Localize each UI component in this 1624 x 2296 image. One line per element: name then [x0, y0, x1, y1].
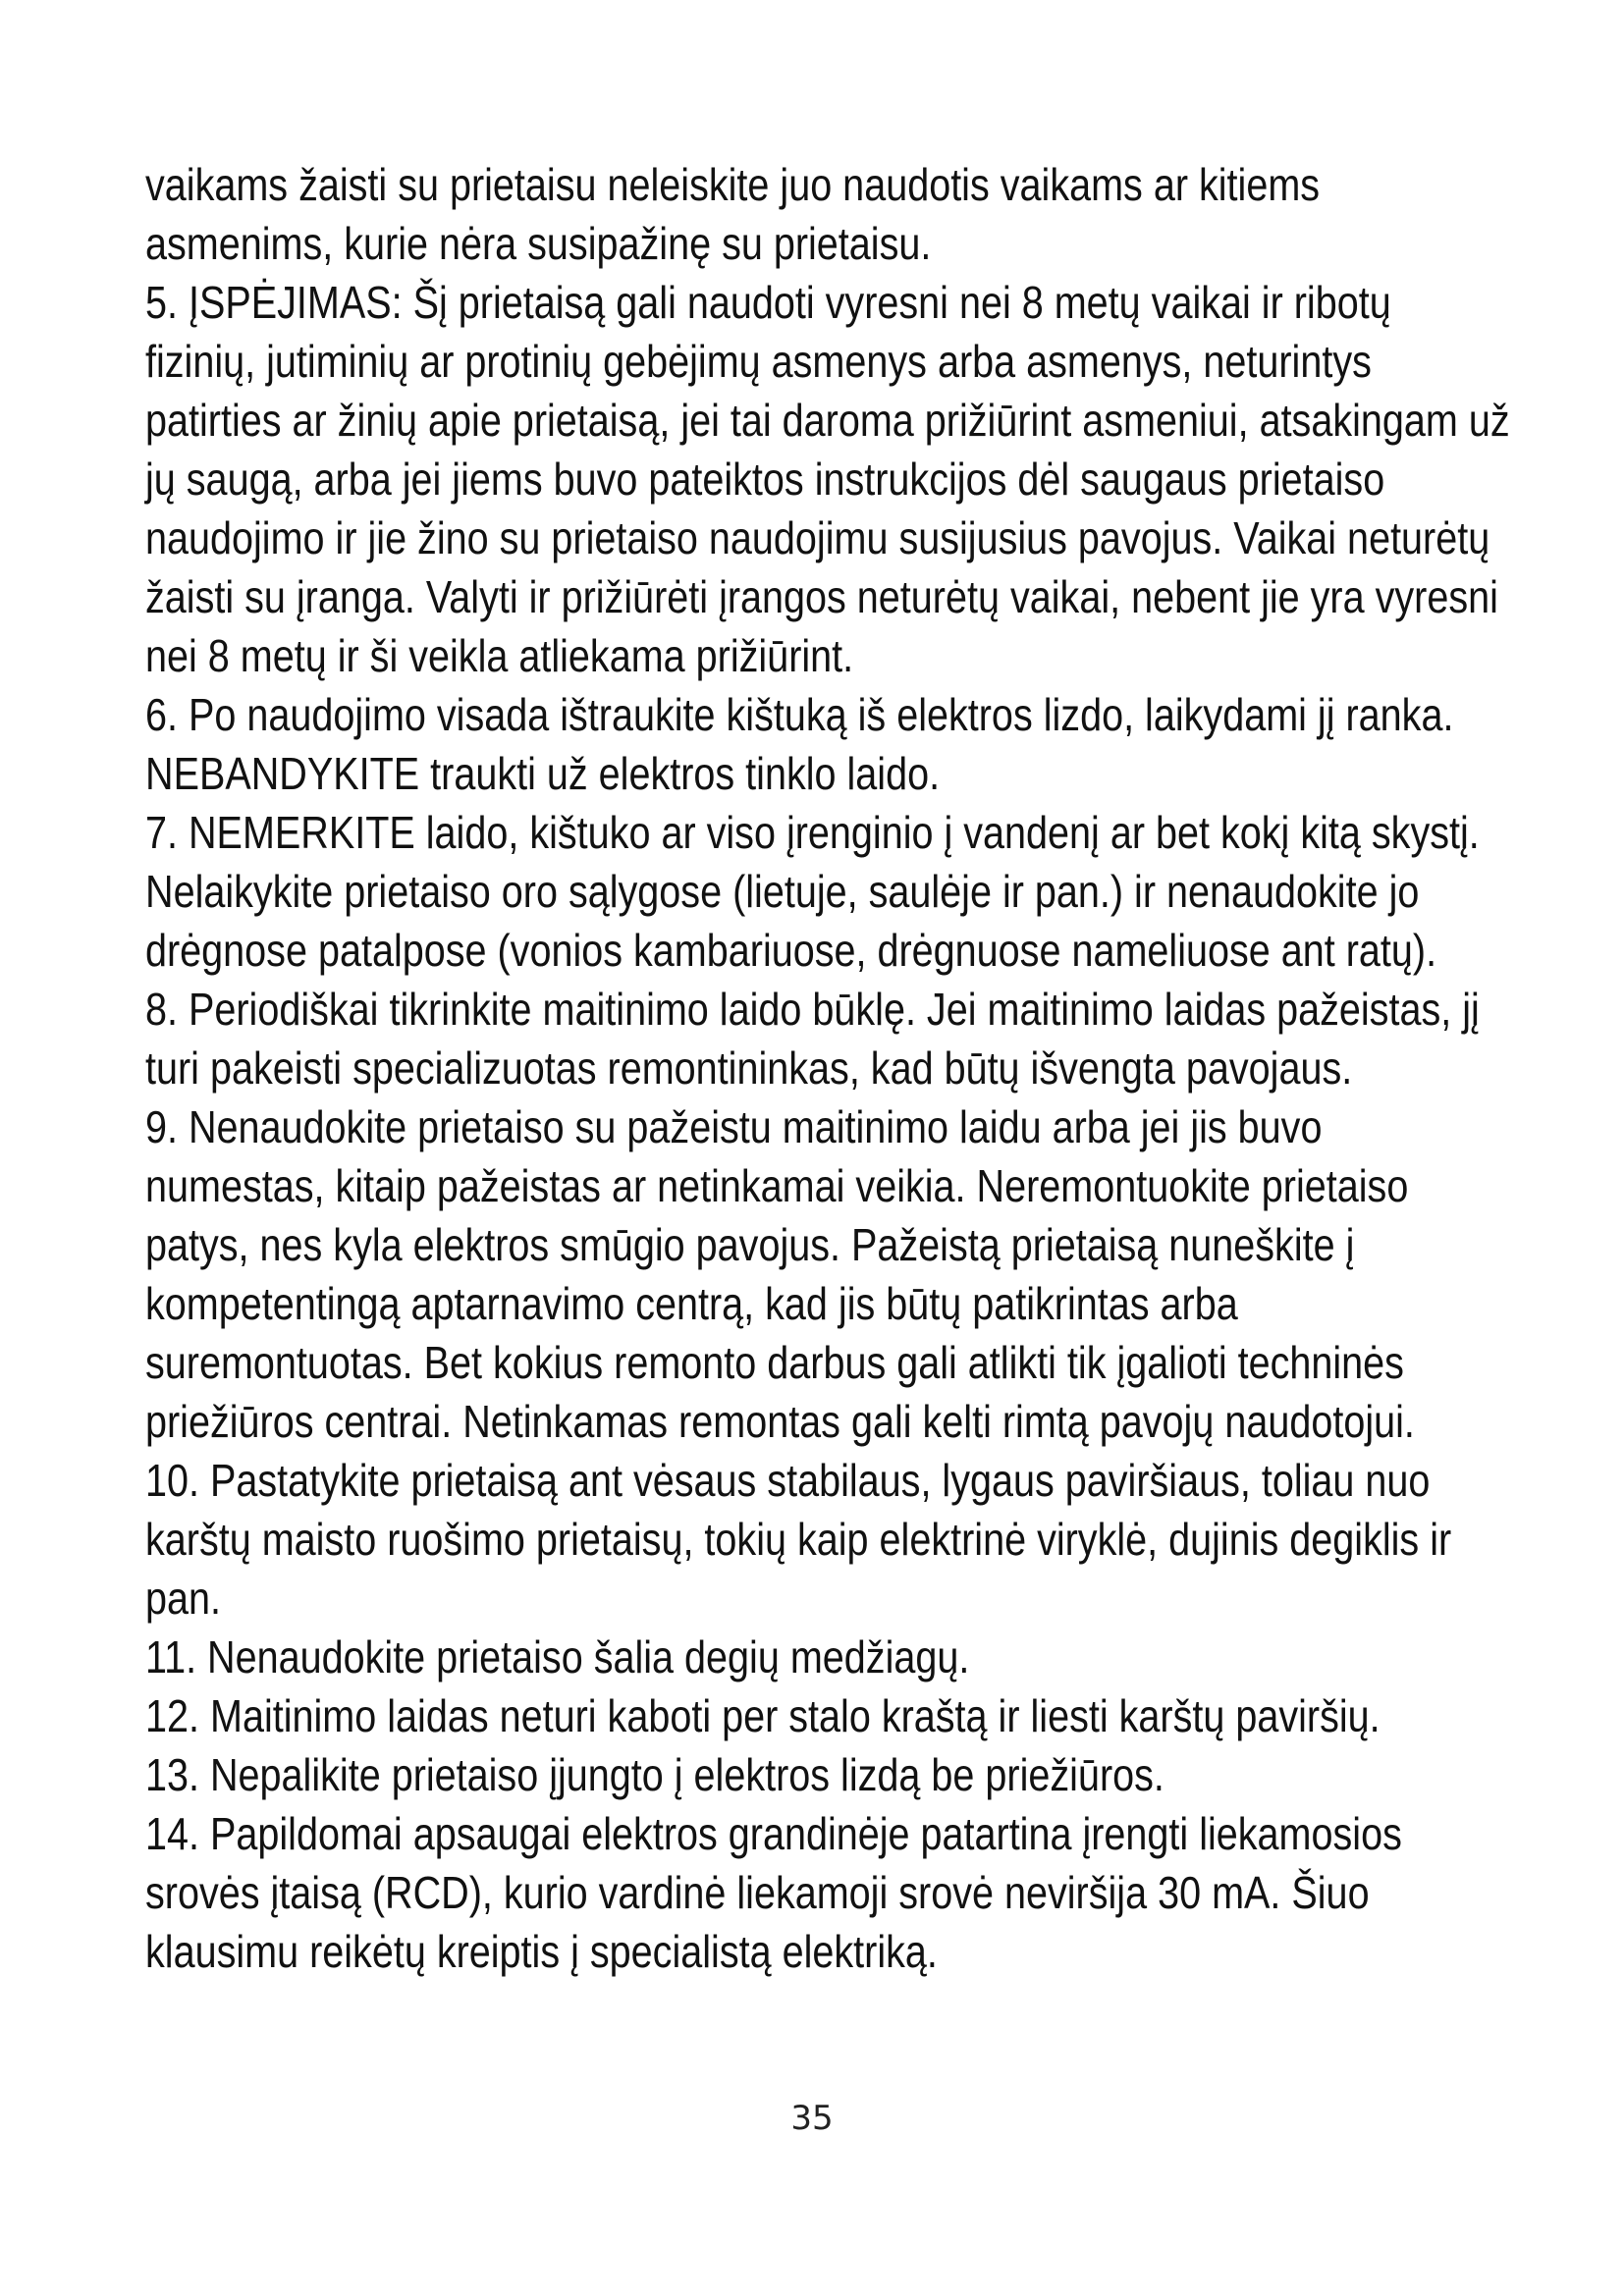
paragraph-item-13: 13. Nepalikite prietaiso įjungto į elektros lizdą be priežiūros. — [145, 1749, 1164, 1800]
page-number: 35 — [790, 2099, 834, 2138]
paragraph-item-11: 11. Nenaudokite prietaiso šalia degių medžiagų. — [145, 1631, 970, 1682]
paragraph-item-8: 8. Periodiškai tikrinkite maitinimo laido būklę. Jei maitinimo laidas pažeistas, jį turi pakeisti specializuotas remontininkas, kad būtų išvengta pavojaus. — [145, 984, 1480, 1094]
paragraph-item-9: 9. Nenaudokite prietaiso su pažeistu maitinimo laidu arba jei jis buvo numestas, kitaip pažeistas ar netinkamai veikia. Neremontuokite prietaiso patys, nes kyla elektros smūgio pavojus. Pažeistą prietaisą nuneškite į kompetentingą aptarnavimo centrą, kad jis būtų patikrintas arba suremontuotas. Bet kokius remonto darbus gali atlikti tik įgalioti techninės priežiūros centrai. Netinkamas remontas gali kelti rimtą pavojų naudotojui. — [145, 1101, 1415, 1447]
paragraph-continuation: vaikams žaisti su prietaisu neleiskite juo naudotis vaikams ar kitiems asmenims, kurie nėra susipažinę su prietaisu. — [145, 159, 1321, 269]
paragraph-item-14: 14. Papildomai apsaugai elektros grandinėje patartina įrengti liekamosios srovės įtaisą (RCD), kurio vardinė liekamoji srovė neviršija 30 mA. Šiuo klausimu reikėtų kreiptis į specialistą elektriką. — [145, 1808, 1402, 1977]
paragraph-item-12: 12. Maitinimo laidas neturi kaboti per stalo kraštą ir liesti karštų paviršių. — [145, 1690, 1380, 1741]
paragraph-item-10: 10. Pastatykite prietaisą ant vėsaus stabilaus, lygaus paviršiaus, toliau nuo karštų maisto ruošimo prietaisų, tokių kaip elektrinė viryklė, dujinis degiklis ir pan. — [145, 1455, 1452, 1624]
paragraph-item-6: 6. Po naudojimo visada ištraukite kištuką iš elektros lizdo, laikydami jį ranka. NEBANDYKITE traukti už elektros tinklo laido. — [145, 689, 1454, 799]
paragraph-item-5-warning: 5. ĮSPĖJIMAS: Šį prietaisą gali naudoti vyresni nei 8 metų vaikai ir ribotų fizinių, jutiminių ar protinių gebėjimų asmenys arba asmenys, neturintys patirties ar žinių apie prietaisą, jei tai daroma prižiūrint asmeniui, atsakingam už jų saugą, arba jei jiems buvo pateiktos instrukcijos dėl saugaus prietaiso naudojimo ir jie žino su prietaiso naudojimu susijusius pavojus. Vaikai neturėtų žaisti su įranga. Valyti ir prižiūrėti įrangos neturėtų vaikai, nebent jie yra vyresni nei 8 metų ir ši veikla atliekama prižiūrint. — [145, 277, 1510, 681]
body-text — [145, 155, 1510, 1981]
paragraph-item-7: 7. NEMERKITE laido, kištuko ar viso įrenginio į vandenį ar bet kokį kitą skystį. Nelaikykite prietaiso oro sąlygose (lietuje, saulėje ir pan.) ir nenaudokite jo drėgnose patalpose (vonios kambariuose, drėgnuose nameliuose ant ratų). — [145, 807, 1480, 976]
